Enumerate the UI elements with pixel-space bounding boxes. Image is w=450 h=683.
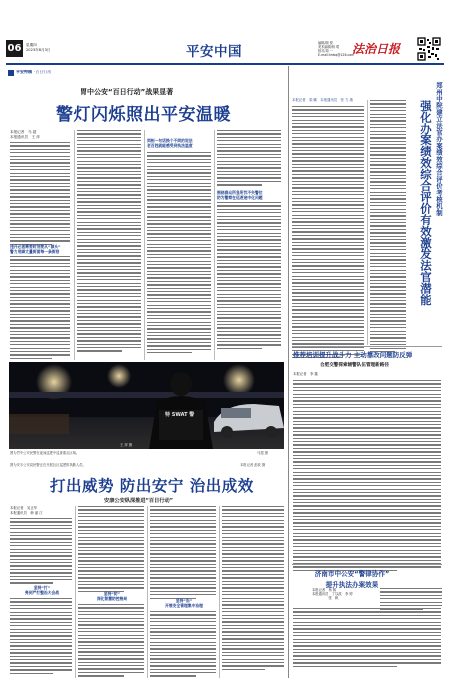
second-body-col2a: [78, 506, 144, 592]
story-tag-sub: ·百日行动: [34, 70, 52, 75]
lead-body-col1: [10, 142, 70, 245]
second-section-1: 坚持“打” 亮剑严打整治大会战: [24, 585, 60, 595]
second-body-col3b: [150, 611, 216, 677]
lead-kicker: 胃中公安“百日行动”战果显著: [80, 88, 174, 96]
mid-right-subhead: 合肥交警探索辅警队伍管理新路径: [320, 363, 389, 368]
editor-line: 编辑/顾 悦: [318, 41, 333, 45]
editor-line: E-mail:fzrbq@126.com: [318, 53, 355, 57]
story-tag-label: 平安特稿: [16, 70, 32, 75]
mid-right-byline: 本报记者 李 鑫: [293, 372, 318, 376]
qr-code-icon: [417, 37, 441, 61]
lead-photo-caption: 图为胃中公安民警在夜间巡逻中巡查重点区域。: [10, 451, 80, 455]
second-section-2: 坚持“防” 深化智慧防控格局: [96, 591, 128, 601]
editor-line: 美术编辑/杨 珺: [318, 45, 340, 49]
second-subhead: 安康公安纵深推进“百日行动”: [104, 498, 174, 504]
column-rule: [214, 130, 215, 360]
lead-photo-credit: 王 萍 摄: [120, 443, 132, 447]
column-rule: [74, 130, 75, 360]
lead-subhead-1: 违开必惩需要时刻要从“源头” 警力用脚丈量街面每一条街巷: [10, 244, 61, 254]
story-divider: [292, 346, 442, 347]
column-rule: [75, 506, 76, 678]
second-photo-credit: 本报记者 彭波 摄: [240, 463, 266, 467]
column-rule: [219, 506, 220, 678]
lead-photo-credit-2: 马超 摄: [257, 451, 268, 455]
bottom-right-headline-2: 提升执法办案效果: [325, 581, 379, 589]
bottom-right-byline: 本报记者 杨 鹤 本报通讯员 丁以波 李 婷 张 帆: [312, 588, 353, 601]
lead-body-col1b: [10, 256, 70, 359]
story-tag: [8, 68, 51, 77]
second-photo-caption: 图为安丰公安局民警正在开展社区巡逻的执勤人员。: [10, 463, 86, 467]
column-rule: [147, 506, 148, 678]
second-body-col1a: [10, 518, 72, 584]
lead-subhead-2: 同相一句话换个不同的说法 老百姓就能感受到执法温度: [147, 138, 193, 148]
column-rule: [367, 100, 368, 345]
side-body-col1: [292, 106, 364, 358]
second-body-col2b: [78, 604, 144, 677]
lead-body-col3: [147, 152, 211, 353]
second-body-col1b: [10, 598, 72, 674]
column-rule: [144, 130, 145, 360]
page-date: 2023年8月3日: [26, 48, 51, 52]
lead-byline: 本报记者 马 超 本报通讯员 王 萍: [10, 130, 40, 139]
masthead-rule: [6, 63, 444, 65]
second-section-3: 坚持“治” 开展安全管理集中治理: [165, 598, 203, 608]
paper-logo: 法治日报: [352, 42, 401, 56]
second-headline: 打出威势 防出安宁 治出成效: [50, 477, 254, 495]
page-number-badge: [6, 40, 23, 57]
section-divider: [288, 66, 289, 678]
bottom-right-body-a: [380, 588, 442, 610]
mid-right-body: [293, 380, 441, 571]
second-byline: 本报记者 吴正华 本报通讯员 韩 丽 江: [10, 506, 43, 515]
mid-right-headline: 推荐培训提升战斗力 主动靠改问题防反弹: [293, 351, 413, 359]
lead-headline: 警灯闪烁照出平安温暖: [56, 105, 231, 125]
tag-marker-icon: [8, 70, 14, 76]
lead-body-col4b: [217, 202, 281, 349]
lead-subhead-4: 围绕群众所急所忧不失警位 防为警察在巡逻途中化问题: [217, 190, 263, 200]
bottom-right-body-b: [293, 608, 441, 667]
second-body-col3a: [150, 506, 216, 599]
page-number: 06: [7, 43, 22, 54]
lead-photo: [9, 362, 284, 449]
side-headline-top: 郑州中院建立法官办案绩效综合评价考核机制: [435, 82, 443, 216]
lead-body-col2: [77, 130, 141, 352]
lead-body-col4a: [217, 130, 281, 186]
vest-label: 特 SWAT 警: [165, 412, 195, 418]
side-body-col2: [370, 100, 406, 352]
bottom-right-headline: [292, 568, 412, 589]
editor-line: 校对/周 一: [318, 49, 333, 53]
second-body-col4: [222, 506, 284, 670]
story-divider: [292, 564, 442, 565]
section-title: 平安中国: [186, 44, 242, 60]
side-headline-main: 强化办案绩效综合评价有效激发法官潜能: [419, 100, 433, 306]
page-date-weekday: 星期四: [26, 43, 37, 47]
bottom-right-headline-1: 济南市中公安“警律协作”: [314, 570, 390, 578]
side-byline: 本报记者 梁 鹏 本报通讯员 张 力 康: [292, 98, 353, 102]
editor-info: [318, 41, 354, 57]
